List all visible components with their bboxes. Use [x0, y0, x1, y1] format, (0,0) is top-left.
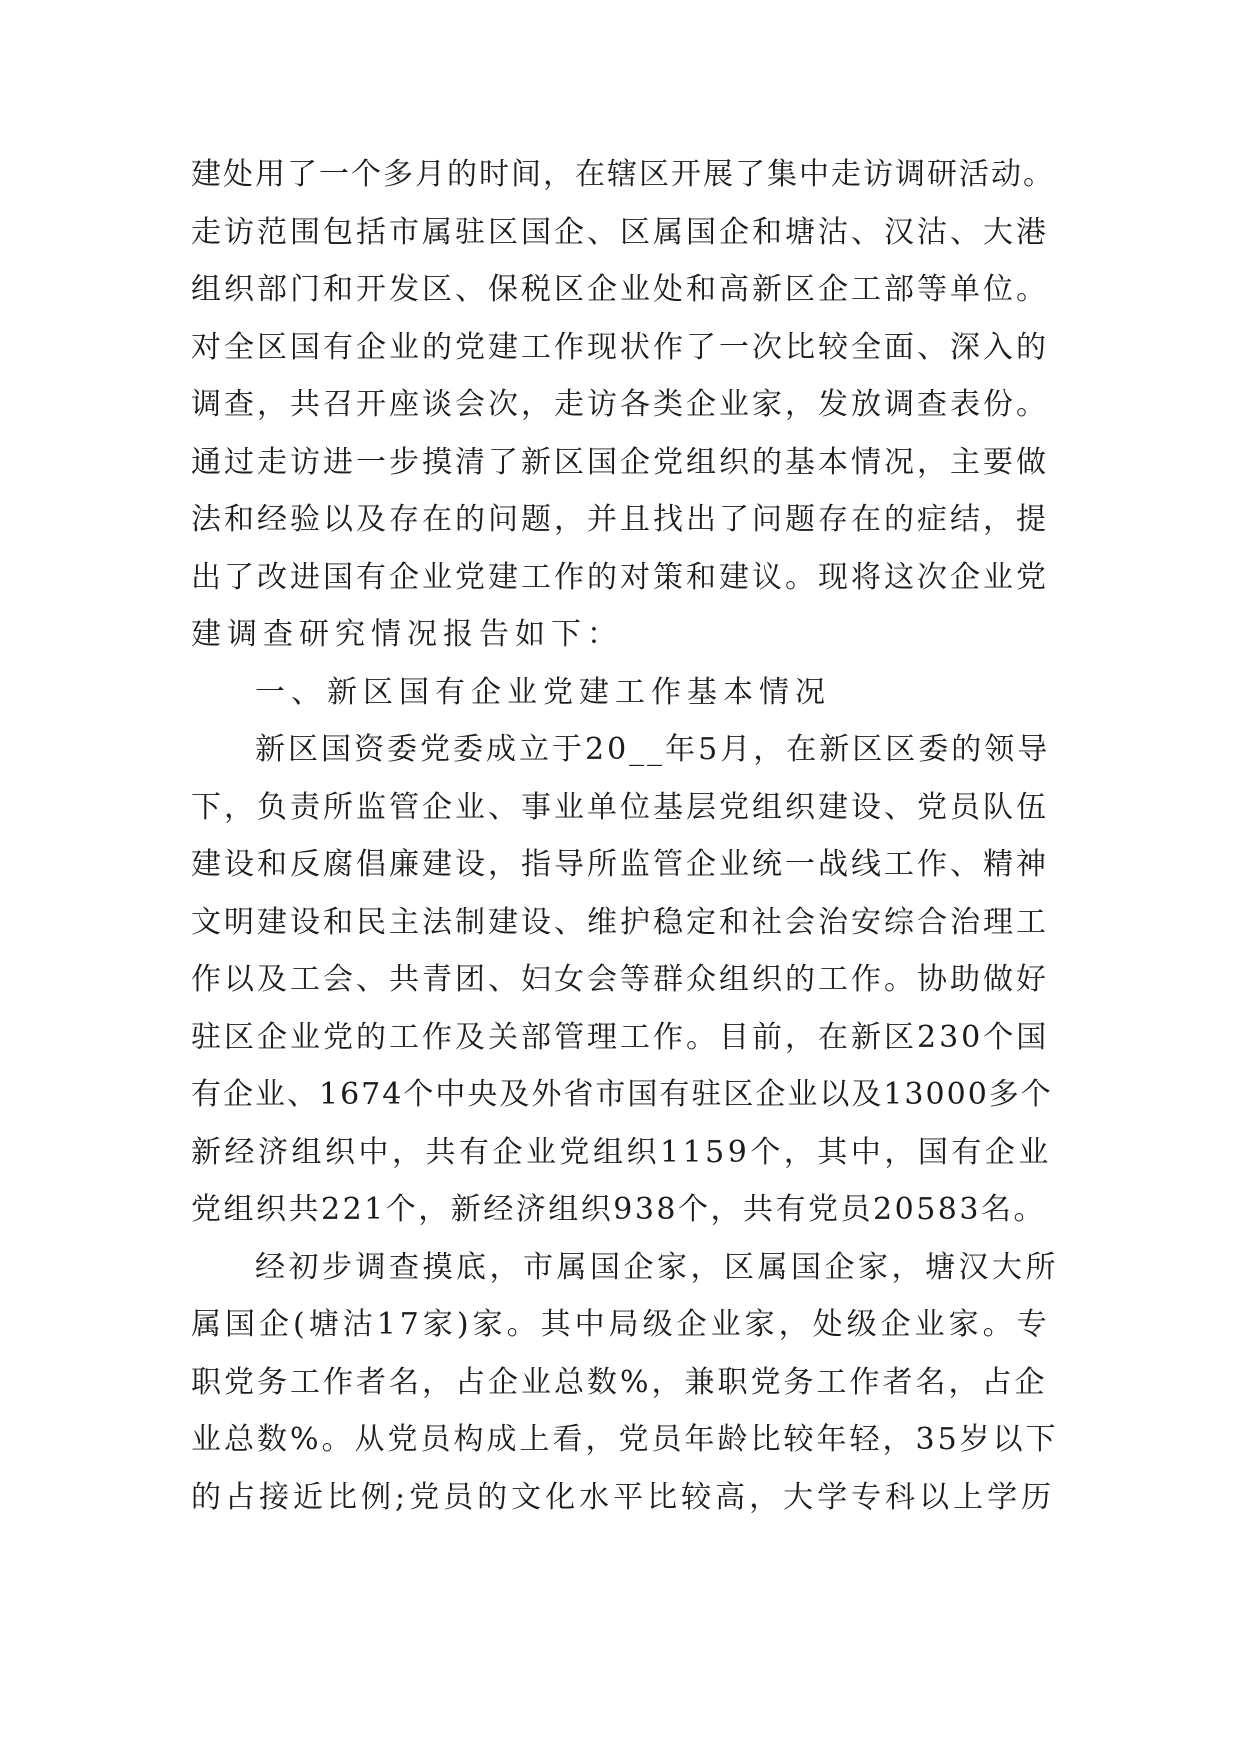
body-text-line: 的占接近比例;党员的文化水平比较高，大学专科以上学历: [191, 1480, 1056, 1515]
body-text-line: 出了改进国有企业党建工作的对策和建议。现将这次企业党: [191, 560, 1049, 595]
body-text-line: 党组织共221个，新经济组织938个，共有党员20583名。: [191, 1192, 1046, 1227]
body-text-line: 业总数%。从党员构成上看，党员年龄比较年轻，35岁以下: [191, 1422, 1059, 1457]
body-text-line: 文明建设和民主法制建设、维护稳定和社会治安综合治理工: [191, 905, 1049, 940]
section-heading: 一、新区国有企业党建工作基本情况: [255, 675, 831, 710]
body-text-line: 法和经验以及存在的问题，并且找出了问题存在的症结，提: [191, 502, 1049, 537]
body-text-line: 驻区企业党的工作及关部管理工作。目前，在新区230个国: [191, 1020, 1050, 1055]
body-text-line: 经初步调查摸底，市属国企家，区属国企家，塘汉大所: [255, 1250, 1059, 1285]
body-text-line: 建设和反腐倡廉建设，指导所监管企业统一战线工作、精神: [191, 847, 1049, 882]
body-text-line: 有企业、1674个中央及外省市国有驻区企业以及13000多个: [191, 1077, 1053, 1112]
body-text-line: 建调查研究情况报告如下：: [191, 617, 623, 652]
body-text-line: 作以及工会、共青团、妇女会等群众组织的工作。协助做好: [191, 962, 1049, 997]
body-text-line: 建处用了一个多月的时间，在辖区开展了集中走访调研活动。: [191, 157, 1055, 192]
body-text-line: 新区国资委党委成立于20__年5月，在新区区委的领导: [255, 732, 1051, 767]
body-text-line: 新经济组织中，共有企业党组织1159个，其中，国有企业: [191, 1135, 1052, 1170]
body-text-line: 下，负责所监管企业、事业单位基层党组织建设、党员队伍: [191, 790, 1049, 825]
body-text-line: 调查，共召开座谈会次，走访各类企业家，发放调查表份。: [191, 387, 1049, 422]
body-text-line: 组织部门和开发区、保税区企业处和高新区企工部等单位。: [191, 272, 1049, 307]
body-text-line: 属国企(塘沽17家)家。其中局级企业家，处级企业家。专: [191, 1307, 1051, 1342]
body-text-line: 职党务工作者名，占企业总数%，兼职党务工作者名，占企: [191, 1365, 1048, 1400]
body-text-line: 对全区国有企业的党建工作现状作了一次比较全面、深入的: [191, 330, 1049, 365]
body-text-line: 通过走访进一步摸清了新区国企党组织的基本情况，主要做: [191, 445, 1049, 480]
body-text-line: 走访范围包括市属驻区国企、区属国企和塘沽、汉沽、大港: [191, 215, 1049, 250]
